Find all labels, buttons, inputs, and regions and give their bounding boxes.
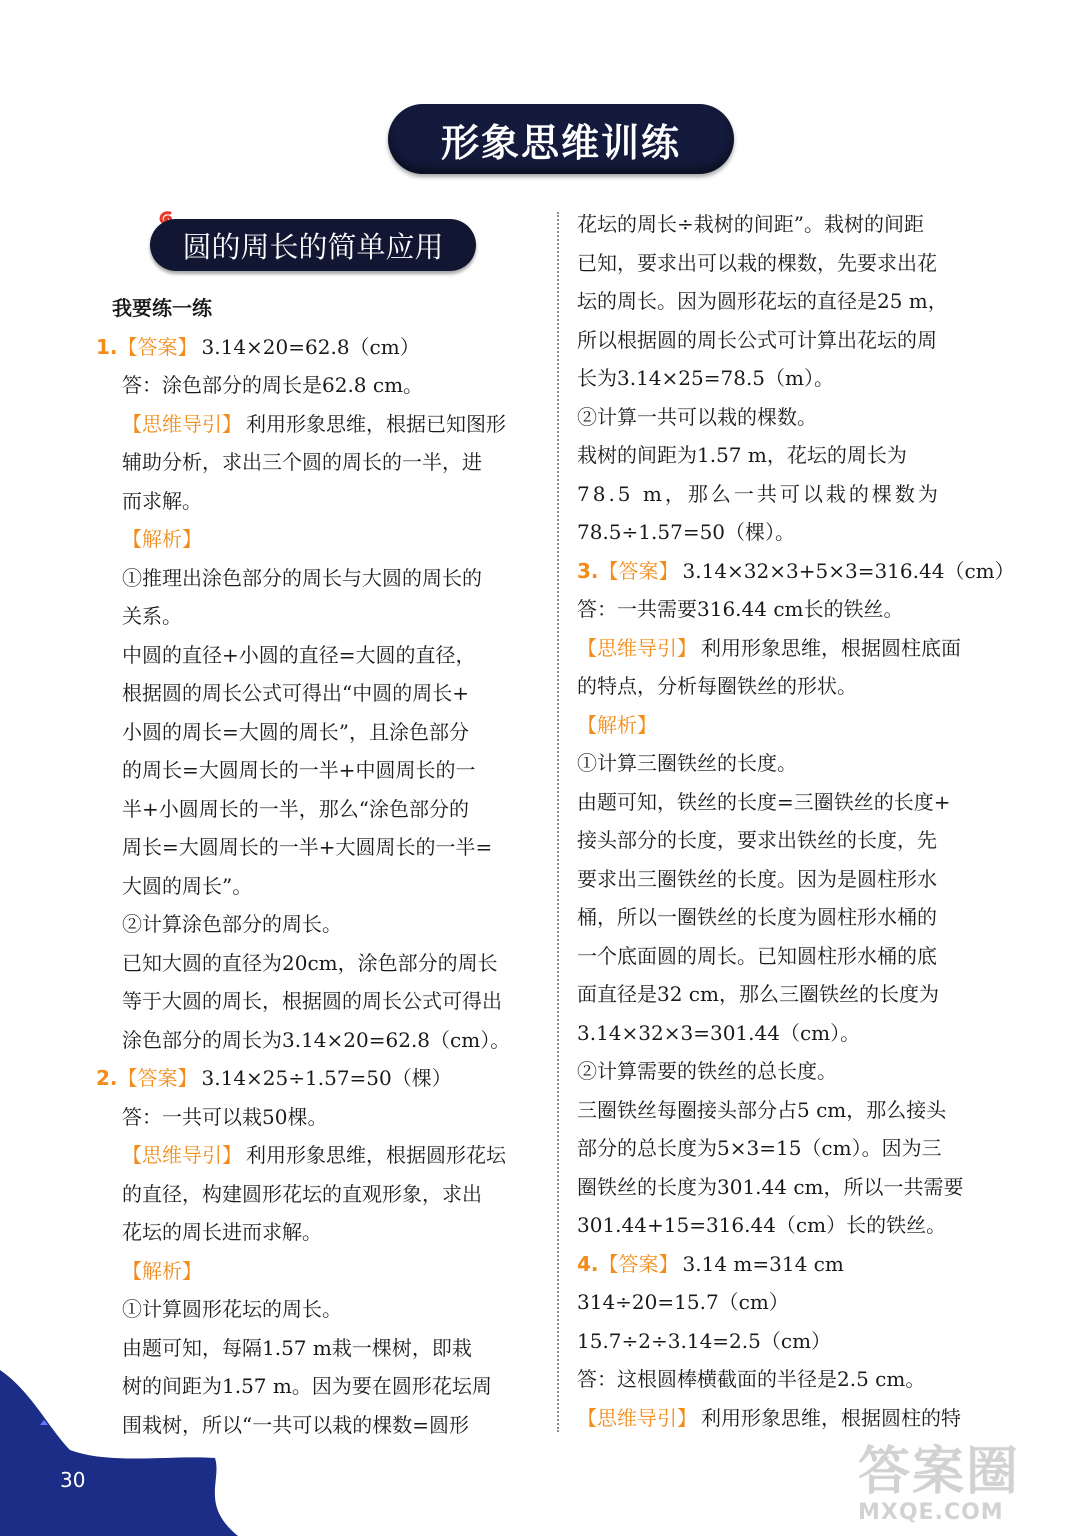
body-text-line: 已知，要求出可以栽的棵数，先要求出花 — [577, 250, 937, 275]
answer-text: 3.14 m=314 cm — [682, 1251, 844, 1276]
left-column — [96, 289, 544, 1444]
body-text-line: 答：涂色部分的周长是62.8 cm。 — [122, 373, 424, 397]
answer-text: 3.14×20=62.8（cm） — [201, 334, 420, 359]
body-text-line: 坛的周长。因为圆形花坛的直径是25 m， — [577, 289, 948, 313]
body-text-line: 桶，所以一圈铁丝的长度为圆柱形水桶的 — [577, 905, 937, 929]
answer-tag: 【答案】 — [117, 334, 198, 359]
body-text-line: 等于大圆的周长，根据圆的周长公式可得出 — [122, 989, 502, 1013]
body-text-line: 答：一共可以栽50棵。 — [122, 1104, 328, 1129]
page-title-banner — [388, 104, 734, 174]
body-text-line: ②计算需要的铁丝的总长度。 — [577, 1059, 837, 1083]
body-text-line: 中圆的直径+小圆的直径=大圆的直径， — [122, 642, 476, 667]
body-text-line: 半+小圆周长的一半，那么“涂色部分的 — [122, 796, 469, 821]
body-text-line: 三圈铁丝每圈接头部分占5 cm，那么接头 — [577, 1097, 947, 1122]
question-answer-line — [577, 552, 1029, 591]
body-text-line: 栽树的间距为1.57 m，花坛的周长为 — [577, 443, 907, 467]
subsection-heading: 我要练一练 — [112, 296, 212, 320]
tagged-text: 利用形象思维，根据已知图形 — [246, 411, 506, 436]
tagged-text: 利用形象思维，根据圆柱底面 — [701, 635, 961, 660]
body-text-line: 的直径，构建圆形花坛的直观形象，求出 — [122, 1181, 482, 1206]
body-text-line: 大圆的周长”。 — [122, 873, 253, 898]
watermark-site: MXQE.COM — [858, 1500, 1004, 1525]
answer-tag: 【答案】 — [598, 558, 679, 583]
site-watermark — [858, 1444, 1068, 1532]
tagged-line — [96, 1252, 544, 1291]
tagged-line — [577, 1399, 1029, 1438]
body-text-line: 3.14×32×3=301.44（cm）。 — [577, 1020, 861, 1045]
question-number: 1. — [96, 334, 118, 359]
body-text-line: ②计算一共可以栽的棵数。 — [577, 404, 817, 429]
section-title: 圆的周长的简单应用 — [182, 229, 444, 264]
question-answer-line — [577, 1245, 1029, 1284]
section-tag: 【解析】 — [577, 712, 657, 737]
body-text-line: 接头部分的长度，要求出铁丝的长度，先 — [577, 828, 937, 852]
body-text-line: 围栽树，所以“一共可以栽的棵数=圆形 — [122, 1412, 469, 1437]
body-text-line: 一个底面圆的周长。已知圆柱形水桶的底 — [577, 943, 937, 968]
section-title-pill — [150, 219, 476, 271]
body-text-line: 涂色部分的周长为3.14×20=62.8（cm）。 — [122, 1027, 511, 1052]
tagged-line — [96, 405, 544, 444]
body-text-line: 花坛的周长÷栽树的间距”。栽树的间距 — [577, 212, 924, 236]
question-number: 2. — [96, 1066, 118, 1090]
watermark-logo: 答案圈 — [858, 1442, 1021, 1502]
body-text-line: 已知大圆的直径为20cm，涂色部分的周长 — [122, 950, 498, 975]
body-text-line: 答：一共需要316.44 cm长的铁丝。 — [577, 597, 904, 621]
body-text-line: 树的间距为1.57 m。因为要在圆形花坛周 — [122, 1374, 492, 1398]
body-text-line: 由题可知，每隔1.57 m栽一棵树，即栽 — [122, 1335, 472, 1360]
section-tag: 【思维导引】 — [577, 1405, 697, 1430]
tagged-line — [577, 706, 1029, 745]
column-divider — [557, 212, 559, 1432]
body-text-line: 关系。 — [122, 604, 182, 628]
answer-text: 3.14×25÷1.57=50（棵） — [201, 1066, 452, 1090]
question-answer-line — [96, 328, 544, 367]
page-number: 30 — [60, 1468, 86, 1492]
body-text-line: 花坛的周长进而求解。 — [122, 1220, 322, 1244]
section-tag: 【思维导引】 — [122, 1143, 242, 1167]
body-text-line: 而求解。 — [122, 488, 202, 513]
body-text-line: 周长=大圆周长的一半+大圆周长的一半= — [122, 835, 493, 859]
body-text-line: 314÷20=15.7（cm） — [577, 1290, 789, 1314]
section-tag: 【解析】 — [122, 527, 202, 551]
body-text-line: 辅助分析，求出三个圆的周长的一半，进 — [122, 450, 482, 474]
body-text-line: ①计算圆形花坛的周长。 — [122, 1297, 342, 1321]
question-answer-line — [96, 1059, 544, 1098]
page-title: 形象思维训练 — [440, 120, 681, 165]
body-text-line: 由题可知，铁丝的长度=三圈铁丝的长度+ — [577, 789, 951, 814]
section-tag: 【思维导引】 — [122, 411, 242, 436]
body-text-line: 圈铁丝的长度为301.44 cm，所以一共需要 — [577, 1174, 964, 1199]
body-text-line: 答：这根圆棒横截面的半径是2.5 cm。 — [577, 1367, 926, 1391]
body-text-line: 的周长=大圆周长的一半+中圆周长的一 — [122, 758, 476, 782]
body-text-line: 根据圆的周长公式可得出“中圆的周长+ — [122, 681, 469, 705]
body-text-line: 15.7÷2÷3.14=2.5（cm） — [577, 1328, 832, 1353]
body-text-line: 所以根据圆的周长公式可计算出花坛的周 — [577, 327, 937, 352]
body-text-line: ①计算三圈铁丝的长度。 — [577, 751, 797, 775]
section-tag: 【解析】 — [122, 1258, 202, 1283]
section-tag: 【思维导引】 — [577, 635, 697, 660]
body-text-line: 小圆的周长=大圆的周长”，且涂色部分 — [122, 719, 469, 744]
question-number: 4. — [577, 1251, 599, 1276]
body-text-line: ②计算涂色部分的周长。 — [122, 912, 342, 936]
tagged-line — [96, 520, 544, 559]
body-text-line: 78.5 m，那么一共可以栽的棵数为 — [577, 481, 941, 506]
question-number: 3. — [577, 558, 599, 583]
body-text-line: ①推理出涂色部分的周长与大圆的周长的 — [122, 565, 482, 590]
tagged-text: 利用形象思维，根据圆形花坛 — [246, 1143, 506, 1167]
answer-tag: 【答案】 — [117, 1066, 198, 1090]
answer-text: 3.14×32×3+5×3=316.44（cm） — [682, 558, 1015, 583]
body-text-line: 长为3.14×25=78.5（m）。 — [577, 366, 834, 390]
body-text-line: 78.5÷1.57=50（棵）。 — [577, 520, 796, 544]
body-text-line: 部分的总长度为5×3=15（cm）。因为三 — [577, 1136, 942, 1160]
body-text-line: 的特点，分析每圈铁丝的形状。 — [577, 674, 857, 698]
answer-tag: 【答案】 — [598, 1251, 679, 1276]
body-text-line: 面直径是32 cm，那么三圈铁丝的长度为 — [577, 982, 939, 1006]
corner-decoration — [0, 1370, 260, 1536]
tagged-line — [577, 629, 1029, 668]
body-text-line: 301.44+15=316.44（cm）长的铁丝。 — [577, 1213, 947, 1237]
tagged-line — [96, 1136, 544, 1175]
right-column — [577, 205, 1029, 1437]
body-text-line: 要求出三圈铁丝的长度。因为是圆柱形水 — [577, 866, 937, 891]
tagged-text: 利用形象思维，根据圆柱的特 — [701, 1405, 961, 1430]
